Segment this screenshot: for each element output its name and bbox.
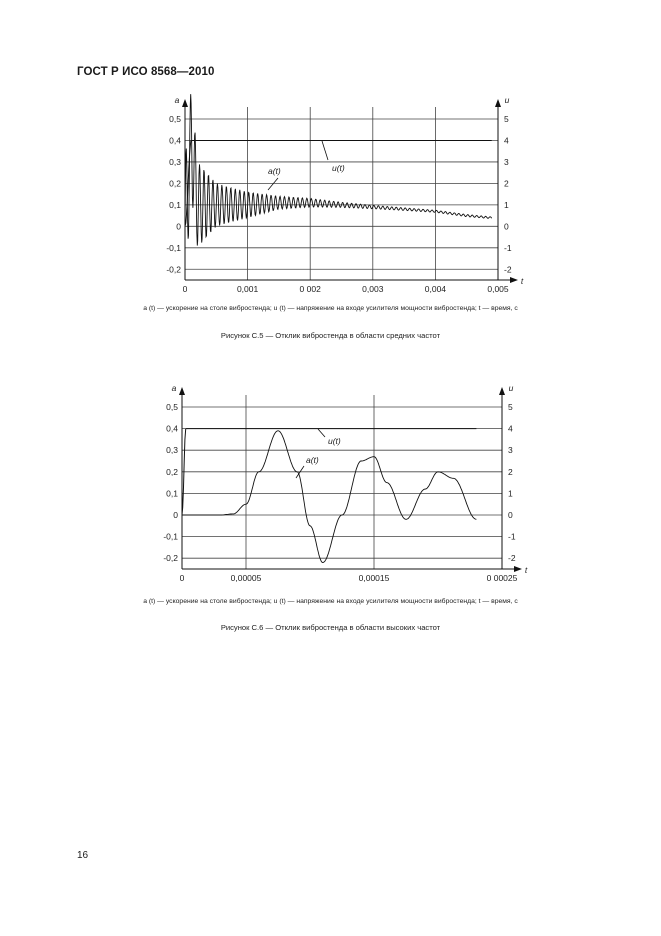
y-tick-label: 0: [176, 221, 181, 232]
y-axis-name: a: [174, 95, 180, 105]
y2-tick-label: 5: [508, 402, 513, 412]
x-axis-name: t: [520, 276, 524, 286]
y2-tick-label: 2: [508, 466, 513, 477]
x-tick-label: 0: [179, 573, 185, 583]
x-tick-label: 0 002: [299, 284, 321, 294]
y2-tick-label: 1: [504, 199, 509, 210]
y2-tick-label: 4: [504, 135, 509, 146]
annotation-label: u(t): [332, 163, 345, 173]
y2-tick-label: 3: [504, 156, 509, 167]
x-tick-label: 0,004: [424, 284, 447, 294]
y2-axis-name: u: [508, 383, 514, 393]
y2-tick-label: 0: [504, 221, 509, 232]
y2-tick-label: -1: [504, 242, 512, 253]
y-tick-label: -0,1: [166, 242, 181, 253]
y2-tick-label: 3: [508, 445, 513, 456]
y-tick-label: 0,2: [166, 466, 178, 477]
x-tick-label: 0,00005: [230, 573, 262, 583]
x-tick-label: 0,005: [487, 284, 509, 294]
y-tick-label: 0,4: [166, 423, 178, 434]
x-axis-name: t: [524, 565, 528, 575]
y2-tick-label: 4: [508, 423, 513, 434]
y2-tick-label: 1: [508, 488, 513, 499]
x-tick-label: 0,003: [362, 284, 384, 294]
y2-axis-name: u: [504, 95, 510, 105]
y-axis-name: a: [171, 383, 177, 393]
x-axis-arrow: [514, 566, 522, 572]
figure-c6-caption: Рисунок С.6 — Отклик вибростенда в области высоких частот: [220, 623, 441, 632]
y-tick-label: 0,1: [166, 488, 178, 499]
y-tick-label: 0,2: [169, 178, 181, 189]
annotation-label: a(t): [268, 166, 281, 176]
page-number: 16: [77, 850, 89, 861]
y-tick-label: 0,3: [169, 156, 181, 167]
annotation-leader: [318, 429, 325, 437]
y2-axis-arrow: [499, 387, 505, 395]
y2-tick-label: -2: [508, 553, 516, 564]
y2-tick-label: -1: [508, 531, 516, 542]
y2-tick-label: 0: [508, 510, 513, 520]
x-tick-label: 0,00015: [358, 573, 390, 583]
y-tick-label: 0,3: [166, 445, 178, 456]
y2-tick-label: -2: [504, 264, 512, 275]
y-axis-arrow: [179, 387, 185, 395]
y-tick-label: 0,1: [169, 199, 181, 210]
y-tick-label: 0,4: [169, 135, 181, 146]
y-tick-label: 0: [173, 510, 178, 520]
figure-c5-caption: Рисунок С.5 — Отклик вибростенда в области средних частот: [220, 331, 441, 340]
annotation-label: u(t): [328, 436, 341, 446]
y-tick-label: -0,1: [163, 531, 178, 542]
y-tick-label: 0,5: [169, 114, 181, 124]
x-tick-label: 0: [182, 284, 188, 294]
document-header: ГОСТ Р ИСО 8568—2010: [77, 66, 215, 78]
y-tick-label: -0,2: [163, 553, 178, 564]
x-tick-label: 0 00025: [486, 573, 518, 583]
y-tick-label: 0,5: [166, 402, 178, 412]
y-tick-label: -0,2: [166, 264, 181, 275]
annotation-label: a(t): [306, 455, 319, 465]
figure-c5-legend: a (t) — ускорение на столе вибростенда; u (t) — напряжение на входе усилителя мощности вибростенда; t — время, с: [143, 305, 518, 312]
y2-tick-label: 2: [504, 178, 509, 189]
y2-tick-label: 5: [504, 114, 509, 124]
figure-c6-legend: a (t) — ускорение на столе вибростенда; u (t) — напряжение на входе усилителя мощности вибростенда; t — время, с: [143, 598, 518, 605]
x-tick-label: 0,001: [236, 284, 259, 294]
